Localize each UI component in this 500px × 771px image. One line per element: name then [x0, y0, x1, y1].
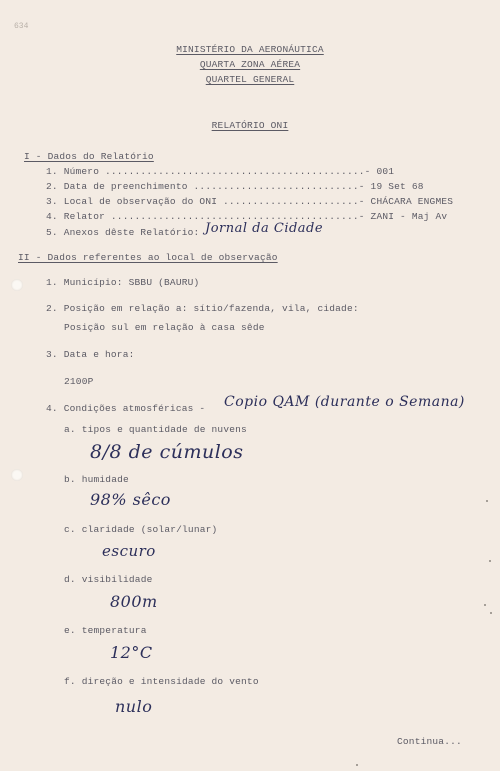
item-data — [46, 181, 424, 192]
speck — [490, 612, 492, 614]
sub-temperatura-hand: 12°C — [110, 643, 153, 662]
sub-vento-label: f. direção e intensidade do vento — [64, 676, 259, 687]
item-anexos — [46, 227, 199, 238]
item-numero — [46, 166, 394, 177]
sub-humidade-hand: 98% sêco — [90, 490, 171, 509]
footer-continua: Continua... — [397, 736, 462, 747]
report-title: RELATÓRIO ONI — [211, 120, 289, 131]
item-value: - ZANI - Maj Av — [358, 211, 448, 222]
annex-handwritten: Jornal da Cidade — [205, 221, 324, 236]
item-posicao-value: Posição sul em relação à casa sêde — [64, 322, 265, 333]
header-zone: QUARTA ZONA AÉREA — [199, 59, 301, 70]
section1-heading — [24, 151, 154, 162]
punch-hole-bottom — [11, 469, 23, 481]
section1-heading-text: I - Dados do Relatório — [24, 151, 154, 162]
speck — [486, 500, 488, 502]
corner-mark: 634 — [14, 22, 29, 31]
speck — [489, 560, 491, 562]
section2-heading-text: II - Dados referentes ao local de observação — [18, 252, 278, 263]
sub-vento-hand: nulo — [115, 697, 153, 716]
item-municipio: 1. Município: SBBU (BAURU) — [46, 277, 200, 288]
item-value: - CHÁCARA ENGMES — [358, 196, 454, 207]
sub-claridade-hand: escuro — [102, 542, 156, 560]
sub-visibilidade-hand: 800m — [110, 592, 158, 611]
sub-nuvens-label: a. tipos e quantidade de nuvens — [64, 424, 247, 435]
item-value: - 001 — [364, 166, 395, 177]
header-ministry: MINISTÉRIO DA AERONÁUTICA — [176, 44, 324, 55]
speck — [484, 604, 486, 606]
speck — [356, 764, 358, 766]
punch-hole-top — [11, 279, 23, 291]
item-data-hora: 3. Data e hora: — [46, 349, 135, 360]
item-value: - 19 Set 68 — [358, 181, 424, 192]
item-label: 5. Anexos dêste Relatório: — [46, 227, 200, 238]
item-condicoes: 4. Condições atmosféricas - — [46, 403, 206, 414]
sub-temperatura-label: e. temperatura — [64, 625, 147, 636]
item-label: 3. Local de observação do ONI ....................... — [46, 196, 359, 207]
item-label: 1. Número ............................................ — [46, 166, 365, 177]
header-hq: QUARTEL GENERAL — [205, 74, 295, 85]
item-posicao: 2. Posição em relação a: sítio/fazenda, vila, cidade: — [46, 303, 359, 314]
sub-nuvens-hand: 8/8 de cúmulos — [90, 441, 244, 463]
sub-visibilidade-label: d. visibilidade — [64, 574, 153, 585]
item-data-hora-value: 2100P — [64, 376, 94, 387]
item-label: 4. Relator .......................................... — [46, 211, 359, 222]
section2-heading — [18, 252, 278, 263]
sub-claridade-label: c. claridade (solar/lunar) — [64, 524, 218, 535]
item-label: 2. Data de preenchimento ............................ — [46, 181, 359, 192]
condicoes-handwritten: Copio QAM (durante o Semana) — [224, 394, 465, 410]
item-local — [46, 196, 453, 207]
sub-humidade-label: b. humidade — [64, 474, 129, 485]
